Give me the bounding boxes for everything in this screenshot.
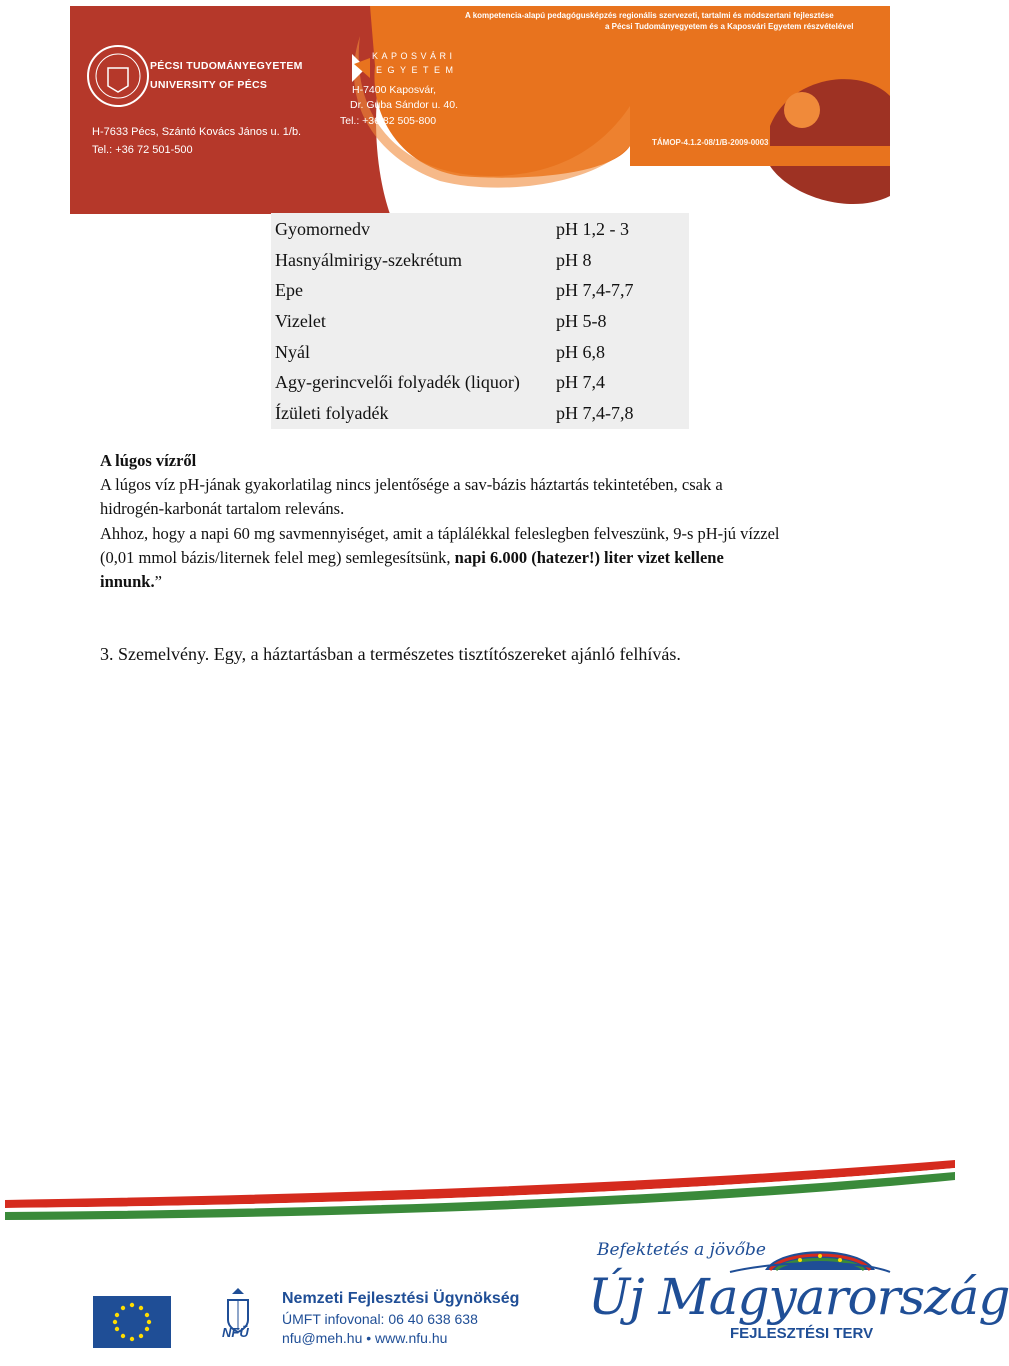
ph-value: pH 5-8 bbox=[556, 311, 607, 331]
paragraph-2-bold-text: napi 6.000 (hatezer!) liter vizet kellene bbox=[454, 548, 724, 567]
ph-fluid-name: Hasnyálmirigy-szekrétum bbox=[275, 250, 462, 270]
ph-value: pH 7,4-7,7 bbox=[556, 280, 634, 300]
ph-value: pH 1,2 - 3 bbox=[556, 219, 629, 239]
fejlesztesi-terv-label: FEJLESZTÉSI TERV bbox=[730, 1325, 874, 1342]
table-row bbox=[275, 399, 685, 429]
nfu-logo-text: NFÜ bbox=[222, 1325, 249, 1340]
eu-flag-icon bbox=[93, 1296, 171, 1348]
ph-fluid-name: Vizelet bbox=[275, 311, 326, 331]
ke-name: KAPOSVÁRI bbox=[372, 51, 456, 61]
paragraph-2-line-2 bbox=[100, 546, 724, 570]
slogan: Befektetés a jövőbe bbox=[597, 1240, 766, 1260]
banner-graphic bbox=[70, 6, 890, 214]
pte-address: H-7633 Pécs, Szántó Kovács János u. 1/b. bbox=[92, 126, 302, 138]
paragraph-2-normal-text: (0,01 mmol bázis/liternek felel meg) semlegesítsünk, bbox=[100, 548, 455, 567]
ph-value: pH 6,8 bbox=[556, 342, 605, 362]
ph-value: pH 7,4 bbox=[556, 372, 605, 392]
ke-address-2: Dr. Guba Sándor u. 40. bbox=[350, 99, 458, 111]
ke-name-2: EGYETEM bbox=[376, 65, 459, 75]
ke-tel: Tel.: +36 82 505-800 bbox=[340, 115, 437, 127]
ph-value: pH 7,4-7,8 bbox=[556, 403, 634, 423]
nfu-infoline: ÚMFT infovonal: 06 40 638 638 bbox=[282, 1311, 478, 1327]
uj-magyarorszag-title: Új Magyarország bbox=[588, 1268, 1009, 1326]
table-row bbox=[275, 215, 685, 245]
section-heading: A lúgos vízről bbox=[100, 451, 197, 470]
pte-name: PÉCSI TUDOMÁNYEGYETEM bbox=[150, 60, 303, 72]
header-top-line-1: A kompetencia-alapú pedagógusképzés regionális szervezeti, tartalmi és módszertani fejlesztése bbox=[465, 11, 834, 20]
ph-value: pH 8 bbox=[556, 250, 592, 270]
header-banner bbox=[70, 6, 890, 214]
header-top-line-2: a Pécsi Tudományegyetem és a Kaposvári Egyetem részvételével bbox=[605, 22, 854, 31]
pte-name-en: UNIVERSITY OF PÉCS bbox=[150, 79, 268, 91]
project-code: TÁMOP-4.1.2-08/1/B-2009-0003 bbox=[652, 138, 769, 147]
table-row bbox=[275, 368, 685, 398]
ph-table bbox=[271, 213, 689, 429]
paragraph-1-line-2: hidrogén-karbonát tartalom releváns. bbox=[100, 499, 345, 518]
paragraph-2-line-3 bbox=[100, 570, 162, 594]
nfu-contact: nfu@meh.hu • www.nfu.hu bbox=[282, 1330, 448, 1346]
closing-quote: ” bbox=[154, 572, 162, 591]
ph-fluid-name: Gyomornedv bbox=[275, 219, 370, 239]
ph-fluid-name: Ízületi folyadék bbox=[275, 403, 389, 423]
paragraph-2-bold-end: innunk. bbox=[100, 572, 155, 591]
table-row bbox=[275, 276, 685, 306]
table-row bbox=[275, 338, 685, 368]
paragraph-2-line-1: Ahhoz, hogy a napi 60 mg savmennyiséget, amit a táplálékkal feleslegben felveszünk, 9-s pH-jú vízzel bbox=[100, 524, 780, 543]
nfu-title: Nemzeti Fejlesztési Ügynökség bbox=[282, 1290, 520, 1307]
paragraph-1-line-1: A lúgos víz pH-jának gyakorlatilag nincs jelentősége a sav-bázis háztartás tekintetében, csak a bbox=[100, 475, 723, 494]
ke-address-1: H-7400 Kaposvár, bbox=[352, 84, 437, 96]
ph-fluid-name: Agy-gerincvelői folyadék (liquor) bbox=[275, 372, 520, 392]
ph-fluid-name: Nyál bbox=[275, 342, 310, 362]
ph-fluid-name: Epe bbox=[275, 280, 303, 300]
section-title: 3. Szemelvény. Egy, a háztartásban a természetes tisztítószereket ajánló felhívás. bbox=[100, 644, 681, 664]
table-row bbox=[275, 246, 685, 276]
table-row bbox=[275, 307, 685, 337]
pte-tel: Tel.: +36 72 501-500 bbox=[92, 144, 193, 156]
